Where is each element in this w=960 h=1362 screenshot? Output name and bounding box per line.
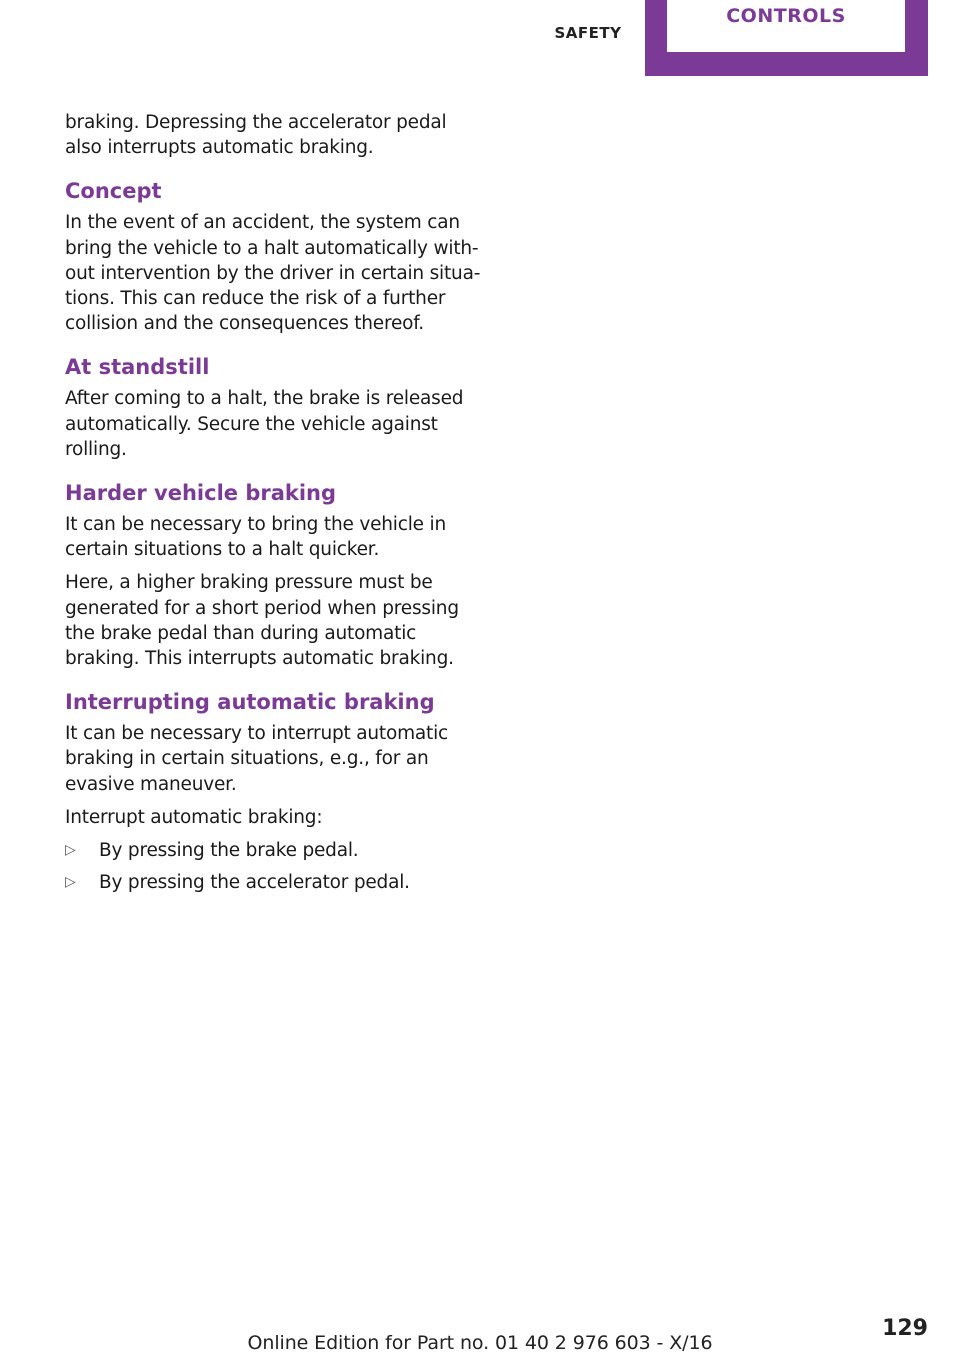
list-item-text: By pressing the accelerator pedal. — [99, 872, 410, 894]
header-chapter-tab-inner — [667, 0, 905, 52]
page-content — [65, 110, 485, 902]
footer-edition-text: Online Edition for Part no. 01 40 2 976 603 - X/16 — [247, 1332, 713, 1354]
list-item — [65, 870, 485, 895]
section-heading-interrupting-automatic-braking: Interrupting automatic braking — [65, 690, 435, 715]
section-heading-at-standstill: At standstill — [65, 355, 210, 380]
triangle-right-icon: ▷ — [65, 842, 76, 859]
section-paragraph: It can be necessary to bring the vehicle in certain situations to a halt quicker. — [65, 514, 446, 561]
page-number: 129 — [882, 1316, 928, 1341]
section-paragraph: It can be necessary to interrupt automatic braking in certain situations, e.g., for an evasive maneuver. — [65, 723, 449, 795]
header-chapter-tab — [645, 0, 928, 76]
section-heading-harder-vehicle-braking: Harder vehicle braking — [65, 481, 337, 506]
section-paragraph: Here, a higher braking pressure must be generated for a short period when pressing the brake pedal than during automatic braking. This interrupts automatic braking. — [65, 572, 459, 670]
list-item — [65, 838, 485, 863]
intro-paragraph: braking. Depressing the accelerator pedal also interrupts automatic braking. — [65, 112, 447, 159]
section-paragraph: Interrupt automatic braking: — [65, 806, 323, 828]
section-paragraph: In the event of an accident, the system can bring the vehicle to a halt automatically without intervention by the driver in certain situations. This can reduce the risk of a further collision and the consequences thereof. — [65, 212, 481, 335]
triangle-right-icon: ▷ — [65, 874, 76, 891]
list-item-text: By pressing the brake pedal. — [99, 840, 359, 862]
header-section-label: SAFETY — [554, 24, 622, 42]
section-paragraph: After coming to a halt, the brake is released automatically. Secure the vehicle against rolling. — [65, 388, 464, 460]
header-chapter-label: CONTROLS — [726, 5, 846, 27]
bullet-list — [65, 838, 485, 895]
section-heading-concept: Concept — [65, 179, 162, 204]
